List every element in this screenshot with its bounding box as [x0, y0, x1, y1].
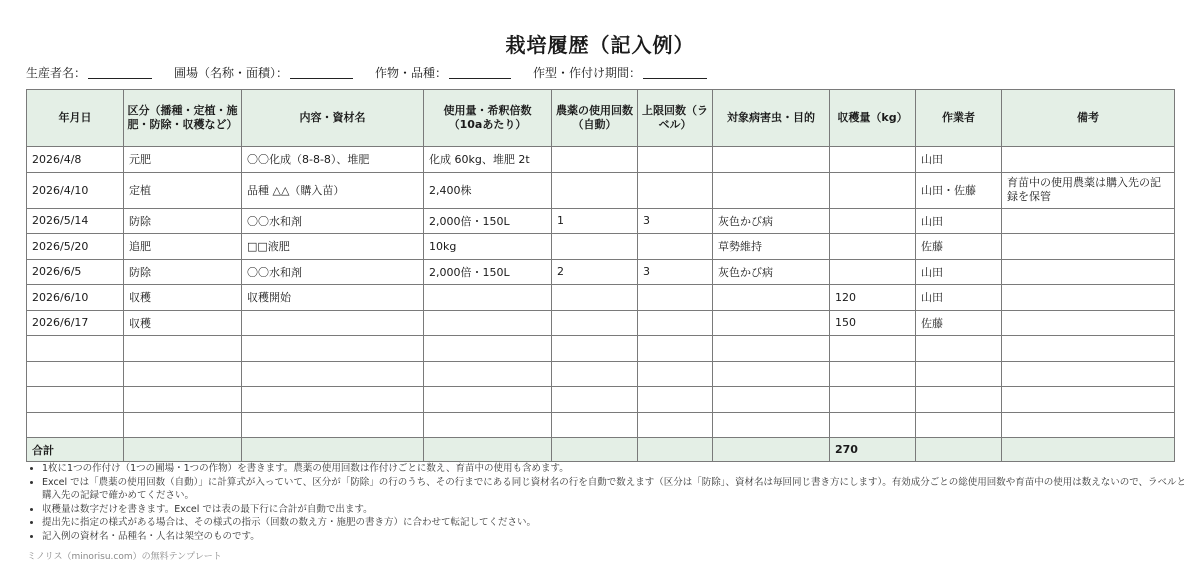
table-cell[interactable]: 3 — [638, 208, 713, 234]
field-area-field[interactable] — [174, 64, 353, 81]
table-cell[interactable]: 収穫 — [124, 285, 242, 311]
table-cell[interactable] — [124, 336, 242, 362]
table-cell[interactable] — [552, 361, 638, 387]
table-cell[interactable] — [1002, 387, 1175, 413]
table-cell[interactable]: 〇〇水和剤 — [242, 259, 424, 285]
col-use-count: 農薬の使用回数（自動） — [552, 90, 638, 147]
table-cell[interactable]: 品種 △△（購入苗） — [242, 172, 424, 208]
table-cell[interactable]: 2 — [552, 259, 638, 285]
cropping-period-value[interactable] — [643, 66, 707, 79]
table-row — [27, 387, 1175, 413]
table-cell[interactable]: 定植 — [124, 172, 242, 208]
crop-variety-value[interactable] — [449, 66, 511, 79]
table-cell[interactable]: □□液肥 — [242, 234, 424, 260]
table-cell[interactable] — [830, 172, 916, 208]
note-item: • 提出先に指定の様式がある場合は、その様式の指示（回数の数え方・施肥の書き方）に合わせて転記してください。 — [42, 516, 1187, 530]
col-category: 区分（播種・定植・施肥・防除・収穫など） — [124, 90, 242, 147]
total-label: 合計 — [27, 438, 124, 462]
table-cell[interactable]: 追肥 — [124, 234, 242, 260]
table-cell[interactable] — [916, 412, 1002, 438]
table-row — [27, 172, 1175, 208]
table-cell[interactable] — [830, 412, 916, 438]
table-cell[interactable]: 2,400株 — [424, 172, 552, 208]
table-cell[interactable] — [638, 147, 713, 173]
col-worker: 作業者 — [916, 90, 1002, 147]
table-cell[interactable] — [552, 234, 638, 260]
note-item: • 1枚に1つの作付け（1つの圃場・1つの作物）を書きます。農薬の使用回数は作付けごとに数え、育苗中の使用も含めます。 — [42, 462, 1187, 476]
page-title: 栽培履歴（記入例） — [505, 33, 695, 57]
total-cell — [916, 438, 1002, 462]
table-cell[interactable] — [1002, 412, 1175, 438]
table-cell[interactable] — [552, 412, 638, 438]
table-cell[interactable] — [830, 387, 916, 413]
table-cell[interactable] — [1002, 285, 1175, 311]
table-cell[interactable]: 防除 — [124, 259, 242, 285]
col-limit: 上限回数（ラベル） — [638, 90, 713, 147]
col-target: 対象病害虫・目的 — [713, 90, 830, 147]
harvest-total: 270 — [830, 438, 916, 462]
table-cell[interactable] — [424, 387, 552, 413]
table-cell[interactable]: 育苗中の使用農薬は購入先の記録を保管 — [1002, 172, 1175, 208]
table-cell[interactable]: 山田 — [916, 285, 1002, 311]
table-cell[interactable] — [830, 259, 916, 285]
table-cell[interactable] — [713, 285, 830, 311]
table-cell[interactable]: 2,000倍・150L — [424, 259, 552, 285]
table-cell[interactable] — [916, 336, 1002, 362]
table-header-row — [27, 90, 1175, 147]
table-cell[interactable] — [242, 310, 424, 336]
total-row — [27, 438, 1175, 462]
table-cell[interactable] — [830, 336, 916, 362]
table-cell[interactable]: 10kg — [424, 234, 552, 260]
table-cell[interactable] — [638, 310, 713, 336]
producer-label: 生産者名： — [26, 66, 87, 80]
cultivation-table — [26, 89, 1175, 462]
table-cell[interactable]: 山田 — [916, 259, 1002, 285]
table-row — [27, 208, 1175, 234]
table-cell[interactable] — [638, 234, 713, 260]
table-cell[interactable] — [1002, 147, 1175, 173]
table-cell[interactable]: 150 — [830, 310, 916, 336]
total-cell — [1002, 438, 1175, 462]
table-cell[interactable] — [638, 412, 713, 438]
table-cell[interactable]: 120 — [830, 285, 916, 311]
producer-field[interactable] — [26, 64, 152, 81]
producer-value[interactable] — [88, 66, 152, 79]
table-cell[interactable]: 佐藤 — [916, 310, 1002, 336]
table-cell[interactable]: 灰色かび病 — [713, 208, 830, 234]
table-cell[interactable]: 山田・佐藤 — [916, 172, 1002, 208]
table-cell[interactable] — [830, 208, 916, 234]
table-cell[interactable] — [638, 336, 713, 362]
table-cell[interactable] — [124, 412, 242, 438]
table-cell[interactable] — [713, 172, 830, 208]
table-cell[interactable] — [713, 412, 830, 438]
crop-variety-field[interactable] — [375, 64, 511, 81]
table-cell[interactable] — [242, 387, 424, 413]
table-cell[interactable]: 2026/6/17 — [27, 310, 124, 336]
table-cell[interactable] — [552, 285, 638, 311]
table-cell[interactable]: 2026/5/14 — [27, 208, 124, 234]
table-cell[interactable] — [552, 336, 638, 362]
table-cell[interactable] — [424, 310, 552, 336]
table-cell[interactable]: 収穫 — [124, 310, 242, 336]
col-date: 年月日 — [27, 90, 124, 147]
table-cell[interactable] — [242, 412, 424, 438]
table-cell[interactable] — [713, 310, 830, 336]
table-cell[interactable] — [830, 361, 916, 387]
table-cell[interactable] — [424, 336, 552, 362]
table-cell[interactable] — [124, 387, 242, 413]
table-cell[interactable] — [424, 361, 552, 387]
record-meta — [26, 64, 729, 81]
table-cell[interactable]: 〇〇化成（8-8-8）、堆肥 — [242, 147, 424, 173]
crop-variety-label: 作物・品種： — [375, 66, 448, 80]
table-cell[interactable] — [1002, 310, 1175, 336]
table-row — [27, 361, 1175, 387]
table-cell[interactable]: 2026/4/8 — [27, 147, 124, 173]
total-cell — [242, 438, 424, 462]
table-cell[interactable]: 〇〇水和剤 — [242, 208, 424, 234]
table-row — [27, 285, 1175, 311]
table-cell[interactable]: 2026/6/10 — [27, 285, 124, 311]
table-cell[interactable]: 3 — [638, 259, 713, 285]
table-cell[interactable]: 防除 — [124, 208, 242, 234]
table-cell[interactable] — [713, 387, 830, 413]
cropping-period-field[interactable] — [533, 64, 707, 81]
note-item: • Excel では「農薬の使用回数（自動）」に計算式が入っていて、区分が「防除」の行のうち、その行までにある同じ資材名の行を自動で数えます（区分は「防除」、資材名は毎回同じ書き方にします）。有効成分ごとの総使用回数や育苗中の使用は数えないので、ラベルと購入先の記録で確かめてください。 — [42, 476, 1187, 503]
table-cell[interactable] — [713, 147, 830, 173]
table-cell[interactable] — [242, 361, 424, 387]
notes-list — [30, 462, 1187, 543]
total-cell — [638, 438, 713, 462]
col-content: 内容・資材名 — [242, 90, 424, 147]
table-cell[interactable] — [27, 336, 124, 362]
table-row — [27, 310, 1175, 336]
table-row — [27, 336, 1175, 362]
col-amount: 使用量・希釈倍数（10aあたり） — [424, 90, 552, 147]
table-cell[interactable]: 収穫開始 — [242, 285, 424, 311]
table-cell[interactable] — [552, 387, 638, 413]
table-cell[interactable] — [124, 361, 242, 387]
table-cell[interactable] — [27, 412, 124, 438]
field-area-value[interactable] — [290, 66, 353, 79]
table-cell[interactable]: 山田 — [916, 147, 1002, 173]
col-harvest: 収穫量（kg） — [830, 90, 916, 147]
table-row — [27, 259, 1175, 285]
table-cell[interactable] — [1002, 234, 1175, 260]
footer-credit: ミノリス（minorisu.com）の無料テンプレート — [27, 552, 222, 562]
table-cell[interactable] — [552, 147, 638, 173]
table-cell[interactable] — [638, 172, 713, 208]
table-cell[interactable]: 2,000倍・150L — [424, 208, 552, 234]
total-cell — [713, 438, 830, 462]
table-cell[interactable] — [552, 310, 638, 336]
note-item: • 収穫量は数字だけを書きます。Excel では表の最下行に合計が自動で出ます。 — [42, 503, 1187, 517]
table-cell[interactable] — [424, 412, 552, 438]
table-cell[interactable]: 灰色かび病 — [713, 259, 830, 285]
table-cell[interactable] — [424, 285, 552, 311]
table-cell[interactable]: 2026/5/20 — [27, 234, 124, 260]
table-cell[interactable]: 元肥 — [124, 147, 242, 173]
col-remarks: 備考 — [1002, 90, 1175, 147]
table-cell[interactable] — [638, 387, 713, 413]
table-cell[interactable]: 2026/4/10 — [27, 172, 124, 208]
table-row — [27, 234, 1175, 260]
table-cell[interactable] — [713, 336, 830, 362]
table-cell[interactable] — [1002, 361, 1175, 387]
table-cell[interactable] — [916, 361, 1002, 387]
table-cell[interactable]: 化成 60kg、堆肥 2t — [424, 147, 552, 173]
total-cell — [424, 438, 552, 462]
table-cell[interactable] — [830, 234, 916, 260]
table-cell[interactable] — [552, 172, 638, 208]
field-area-label: 圃場（名称・面積）： — [174, 66, 289, 80]
total-cell — [124, 438, 242, 462]
table-cell[interactable] — [1002, 336, 1175, 362]
note-item: • 記入例の資材名・品種名・人名は架空のものです。 — [42, 530, 1187, 544]
table-cell[interactable]: 1 — [552, 208, 638, 234]
table-cell[interactable] — [916, 387, 1002, 413]
cropping-period-label: 作型・作付け期間： — [533, 66, 642, 80]
table-cell[interactable] — [27, 387, 124, 413]
table-cell[interactable] — [1002, 259, 1175, 285]
total-cell — [552, 438, 638, 462]
table-cell[interactable]: 山田 — [916, 208, 1002, 234]
table-row — [27, 147, 1175, 173]
table-cell[interactable] — [638, 361, 713, 387]
table-cell[interactable]: 草勢維持 — [713, 234, 830, 260]
table-cell[interactable] — [713, 361, 830, 387]
table-cell[interactable] — [242, 336, 424, 362]
table-cell[interactable] — [638, 285, 713, 311]
table-cell[interactable] — [27, 361, 124, 387]
table-cell[interactable] — [1002, 208, 1175, 234]
table-row — [27, 412, 1175, 438]
table-cell[interactable]: 佐藤 — [916, 234, 1002, 260]
table-cell[interactable]: 2026/6/5 — [27, 259, 124, 285]
table-cell[interactable] — [830, 147, 916, 173]
